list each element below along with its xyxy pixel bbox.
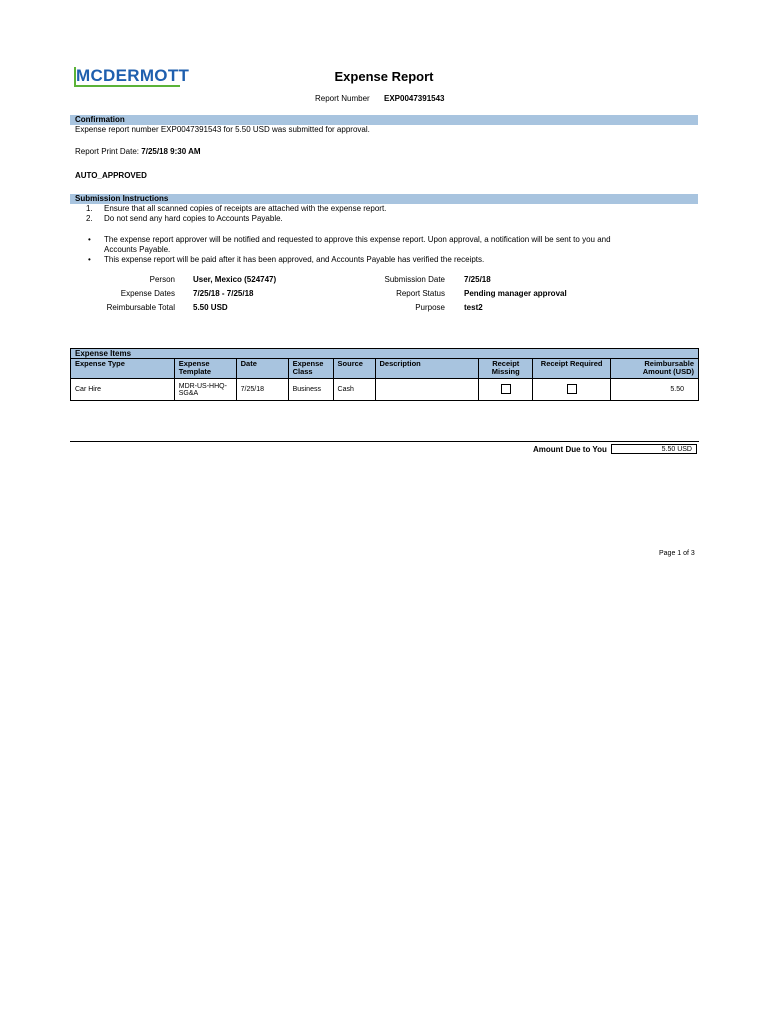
- reimbursable-total-label: Reimbursable Total: [106, 303, 175, 312]
- approval-status-code: AUTO_APPROVED: [75, 171, 147, 180]
- amount-due-label: Amount Due to You: [533, 445, 607, 454]
- table-caption: Expense Items: [71, 349, 699, 359]
- logo-text: MCDERMOTT: [76, 66, 190, 85]
- report-status-label: Report Status: [396, 289, 445, 298]
- purpose-label: Purpose: [415, 303, 445, 312]
- cell-receipt-required: [533, 379, 611, 401]
- col-reimbursable-amount: Reimbursable Amount (USD): [611, 359, 699, 379]
- page-number: Page 1 of 3: [659, 550, 695, 557]
- print-date: [75, 147, 201, 157]
- instruction-num-1: 1.: [86, 204, 93, 213]
- expense-dates-label: Expense Dates: [120, 289, 175, 298]
- col-description: Description: [375, 359, 479, 379]
- logo-accent-bar: [76, 85, 180, 87]
- bullet-2-glyph: •: [88, 255, 91, 264]
- bullet-2-line-1: This expense report will be paid after it has been approved, and Accounts Payable has verified the receipts.: [104, 255, 485, 264]
- col-source: Source: [333, 359, 375, 379]
- purpose-value: test2: [464, 303, 483, 312]
- page-title: Expense Report: [334, 69, 434, 84]
- submission-date-label: Submission Date: [384, 275, 445, 284]
- col-expense-class: Expense Class: [288, 359, 333, 379]
- instructions-heading: Submission Instructions: [70, 194, 698, 204]
- cell-expense-class: Business: [288, 379, 333, 401]
- bullet-1-glyph: •: [88, 235, 91, 244]
- report-number-label: Report Number: [315, 94, 370, 103]
- cell-source: Cash: [333, 379, 375, 401]
- print-date-value: 7/25/18 9:30 AM: [141, 147, 201, 156]
- col-expense-template: Expense Template: [174, 359, 236, 379]
- bullet-1-line-2: Accounts Payable.: [104, 245, 171, 254]
- person-value: User, Mexico (524747): [193, 275, 277, 284]
- report-number-value: EXP0047391543: [384, 94, 445, 103]
- cell-description: [375, 379, 479, 401]
- confirmation-heading: Confirmation: [70, 115, 698, 125]
- col-receipt-missing: Receipt Missing: [479, 359, 533, 379]
- cell-reimbursable-amount: 5.50: [611, 379, 699, 401]
- amount-due-value: 5.50 USD: [611, 444, 697, 454]
- col-expense-type: Expense Type: [71, 359, 175, 379]
- instruction-num-2: 2.: [86, 214, 93, 223]
- table-header-row: [71, 359, 699, 379]
- expense-dates-value: 7/25/18 - 7/25/18: [193, 289, 254, 298]
- expense-items-table: [70, 348, 699, 401]
- instruction-text-2: Do not send any hard copies to Accounts Payable.: [104, 214, 283, 223]
- confirmation-message: Expense report number EXP0047391543 for 5.50 USD was submitted for approval.: [75, 125, 370, 134]
- table-row: [71, 379, 699, 401]
- col-receipt-required: Receipt Required: [533, 359, 611, 379]
- table-caption-row: [71, 349, 699, 359]
- receipt-missing-checkbox[interactable]: [501, 384, 511, 394]
- print-date-label: Report Print Date:: [75, 147, 140, 156]
- report-status-value: Pending manager approval: [464, 289, 567, 298]
- cell-receipt-missing: [479, 379, 533, 401]
- submission-date-value: 7/25/18: [464, 275, 491, 284]
- receipt-required-checkbox[interactable]: [567, 384, 577, 394]
- instruction-text-1: Ensure that all scanned copies of receipts are attached with the expense report.: [104, 204, 387, 213]
- cell-date: 7/25/18: [236, 379, 288, 401]
- cell-expense-type: Car Hire: [71, 379, 175, 401]
- person-label: Person: [149, 275, 175, 284]
- totals-divider: [70, 441, 699, 442]
- cell-expense-template: MDR-US-HHQ-SG&A: [174, 379, 236, 401]
- col-date: Date: [236, 359, 288, 379]
- bullet-1-line-1: The expense report approver will be notified and requested to approve this expense report. Upon approval, a notification will be sent to you and: [104, 235, 611, 244]
- reimbursable-total-value: 5.50 USD: [193, 303, 228, 312]
